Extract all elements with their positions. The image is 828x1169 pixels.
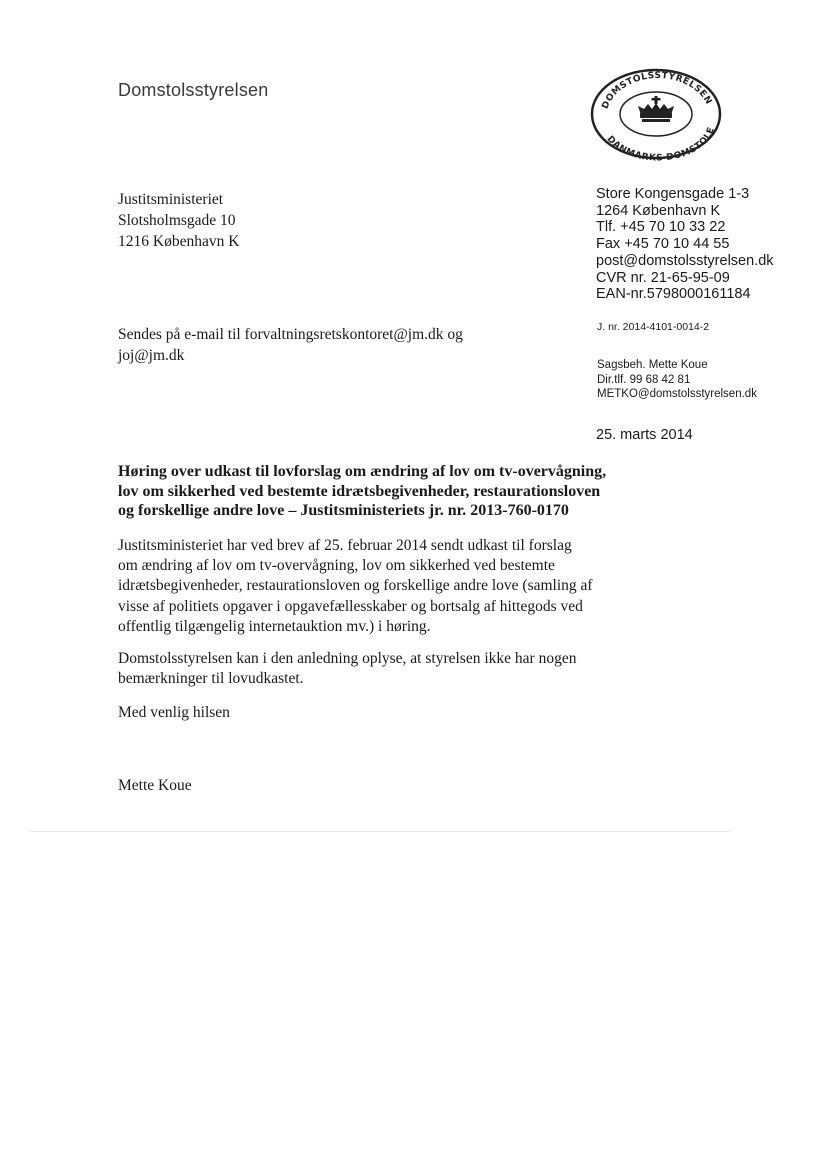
recipient-line: 1216 København K [118,233,240,250]
subject-line: Høring over udkast til lovforslag om ændring af lov om tv-overvågning, [118,463,607,480]
body-paragraph-2 [118,649,638,689]
svg-text:DANMARKS DOMSTOLE: DANMARKS DOMSTOLE [604,125,717,164]
case-handler-block [597,358,757,402]
organization-name: Domstolsstyrelsen [118,80,269,100]
body-line: om ændring af lov om tv-overvågning, lov om sikkerhed ved bestemte [118,557,555,575]
body-line: visse af politiets opgaver i opgavefællesskaber og bortsalg af hittegods ved [118,597,583,615]
delivery-note-line: Sendes på e-mail til forvaltningsretskontoret@jm.dk og [118,326,463,343]
sender-contact-block [596,186,774,303]
sender-address-city: 1264 København K [596,202,721,219]
body-paragraph-1 [118,536,638,637]
case-handler-email: METKO@domstolsstyrelsen.dk [597,388,757,400]
sender-phone: Tlf. +45 70 10 33 22 [596,219,726,236]
body-line: bemærkninger til lovudkastet. [118,670,304,688]
signature-name: Mette Koue [118,777,192,794]
case-handler-phone: Dir.tlf. 99 68 42 81 [597,373,691,386]
delivery-note-line: joj@jm.dk [118,347,185,364]
letter-subject [118,462,638,521]
court-seal-logo [588,66,724,164]
recipient-line: Justitsministeriet [118,191,224,208]
sender-ean: EAN-nr.5798000161184 [596,286,751,303]
sender-cvr: CVR nr. 21-65-95-09 [596,269,730,286]
recipient-line: Slotsholmsgade 10 [118,212,236,229]
body-line: Domstolsstyrelsen kan i den anledning oplyse, at styrelsen ikke har nogen [118,650,577,667]
sender-address-street: Store Kongensgade 1-3 [596,186,750,202]
case-handler-name: Sagsbeh. Mette Koue [597,359,708,371]
journal-number: J. nr. 2014-4101-0014-2 [597,321,710,333]
letter-date: 25. marts 2014 [596,427,693,443]
body-line: idrætsbegivenheder, restaurationsloven og forskellige andre love (samling af [118,577,593,595]
subject-line: og forskellige andre love – Justitsministeriets jr. nr. 2013-760-0170 [118,502,569,519]
closing-greeting: Med venlig hilsen [118,704,230,721]
sender-fax: Fax +45 70 10 44 55 [596,236,730,253]
scan-artifact-divider [30,831,730,832]
body-line: offentlig tilgængelig internetauktion mv.) i høring. [118,617,431,635]
sender-email: post@domstolsstyrelsen.dk [596,252,774,269]
subject-line: lov om sikkerhed ved bestemte idrætsbegivenheder, restaurationsloven [118,482,601,500]
svg-text:DOMSTOLSSTYRELSEN: DOMSTOLSSTYRELSEN [600,70,714,111]
recipient-address [118,189,239,252]
delivery-note [118,324,538,366]
body-line: Justitsministeriet har ved brev af 25. februar 2014 sendt udkast til forslag [118,537,572,554]
